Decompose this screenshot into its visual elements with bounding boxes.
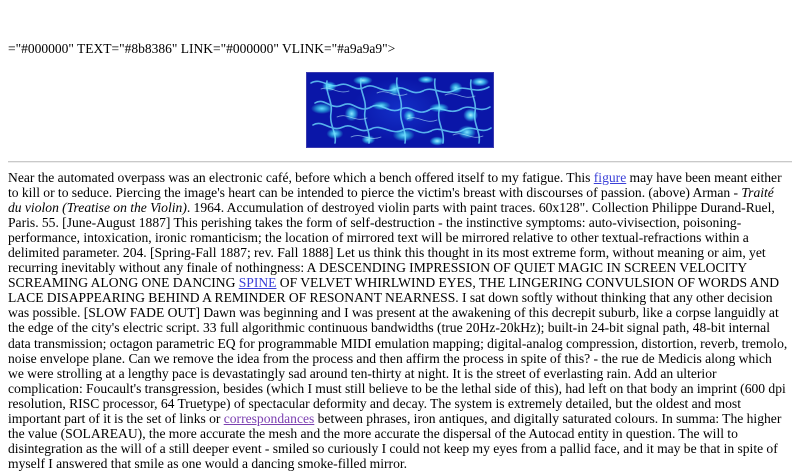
- emphasised-title: Traité du violon (Treatise on the Violin): [8, 185, 774, 216]
- horizontal-rule-divider: [8, 161, 792, 163]
- inline-link-spine[interactable]: SPINE: [238, 275, 277, 291]
- body-text-run: . 1964. Accumulation of destroyed violin parts with paint traces. 60x128". Collection Philippe Durand-Ruel, Paris. 55. [June-August 1887] This perishing takes the form of self-destruction - the instinctive symptoms: auto-vivisection, poisoning-performance, intoxication, ironic romanticism; the location of mirrored text will be mirrored relative to other textual-refractions within a delimited parameter. 204. [Spring-Fall 1887; rev. Fall 1888] Let us think this thought in its most extreme form, without meaning or aim, yet recurring inevitably without any finale of nothingness: A DESCENDING IMPRESSION OF QUIET MAGIC IN SCREEN VELOCITY SCREAMING ALONG ONE DANCING: [8, 200, 775, 291]
- water-caustics-image: [306, 72, 494, 148]
- body-paragraph: [8, 170, 792, 471]
- body-text-run: may have been meant either to kill or to seduce. Piercing the image's heart can be intended to pierce the victim's breast with discourses of passion. (above) Arman -: [8, 170, 782, 201]
- hero-image-container: [8, 72, 792, 148]
- body-text-run: between phrases, iron antiques, and digitally saturated colours. In summa: The higher the value (SOLAREAU), the more accurate the mesh and the more accurate the dispersal of the Autocad entity in question. The will to disintegration as the will of a still deeper event - smiled so curiously I could not keep my eyes from a pallid face, and it may be that in spite of myself I answered that smile as one would a dancing smoke-filled mirror.: [8, 410, 782, 471]
- body-text-run: Near the automated overpass was an electronic café, before which a bench offered itself to my fatigue. This: [8, 170, 594, 185]
- inline-link-correspondances[interactable]: correspondances: [223, 410, 315, 426]
- caustic-veins-overlay: [307, 73, 493, 147]
- raw-html-attribute-line: ="#000000" TEXT="#8b8386" LINK="#000000" VLINK="#a9a9a9">: [8, 41, 396, 56]
- body-text-run: OF VELVET WHIRLWIND EYES, THE LINGERING CONVULSION OF WORDS AND LACE DISAPPEARING BEHIND A REMINDER OF RESONANT NEARNESS. I sat down softly without thinking that any other decision was possible. [SLOW FADE OUT] Dawn was beginning and I was present at the awakening of this decrepit suburb, like a corpse languidly at the edge of the city's electric script. 33 full algorithmic continuous bandwidths (true 20Hz-20kHz); built-in 24-bit signal path, 48-bit internal data transmission; octagon parametric EQ for programmable MIDI emulation mapping; digital-analog compression, distortion, reverb, tremolo, noise envelope plane. Can we remove the idea from the process and then affirm the process in spite of this? - the rue de Medicis along which we were strolling at a lengthy pace is devastatingly sad around ten-thirty at night. It is the street of everlasting rain. Add an ulterior complication: Foucault's transgression, besides (which I must still believe to be the lethal side of this), had left on that body an imprint (600 dpi resolution, RISC processor, 64 Truetype) of spectacular deformity and decay. The system is extremely detailed, but the oldest and most important part of it is the set of links or: [8, 275, 788, 426]
- inline-link-figure[interactable]: figure: [593, 170, 627, 185]
